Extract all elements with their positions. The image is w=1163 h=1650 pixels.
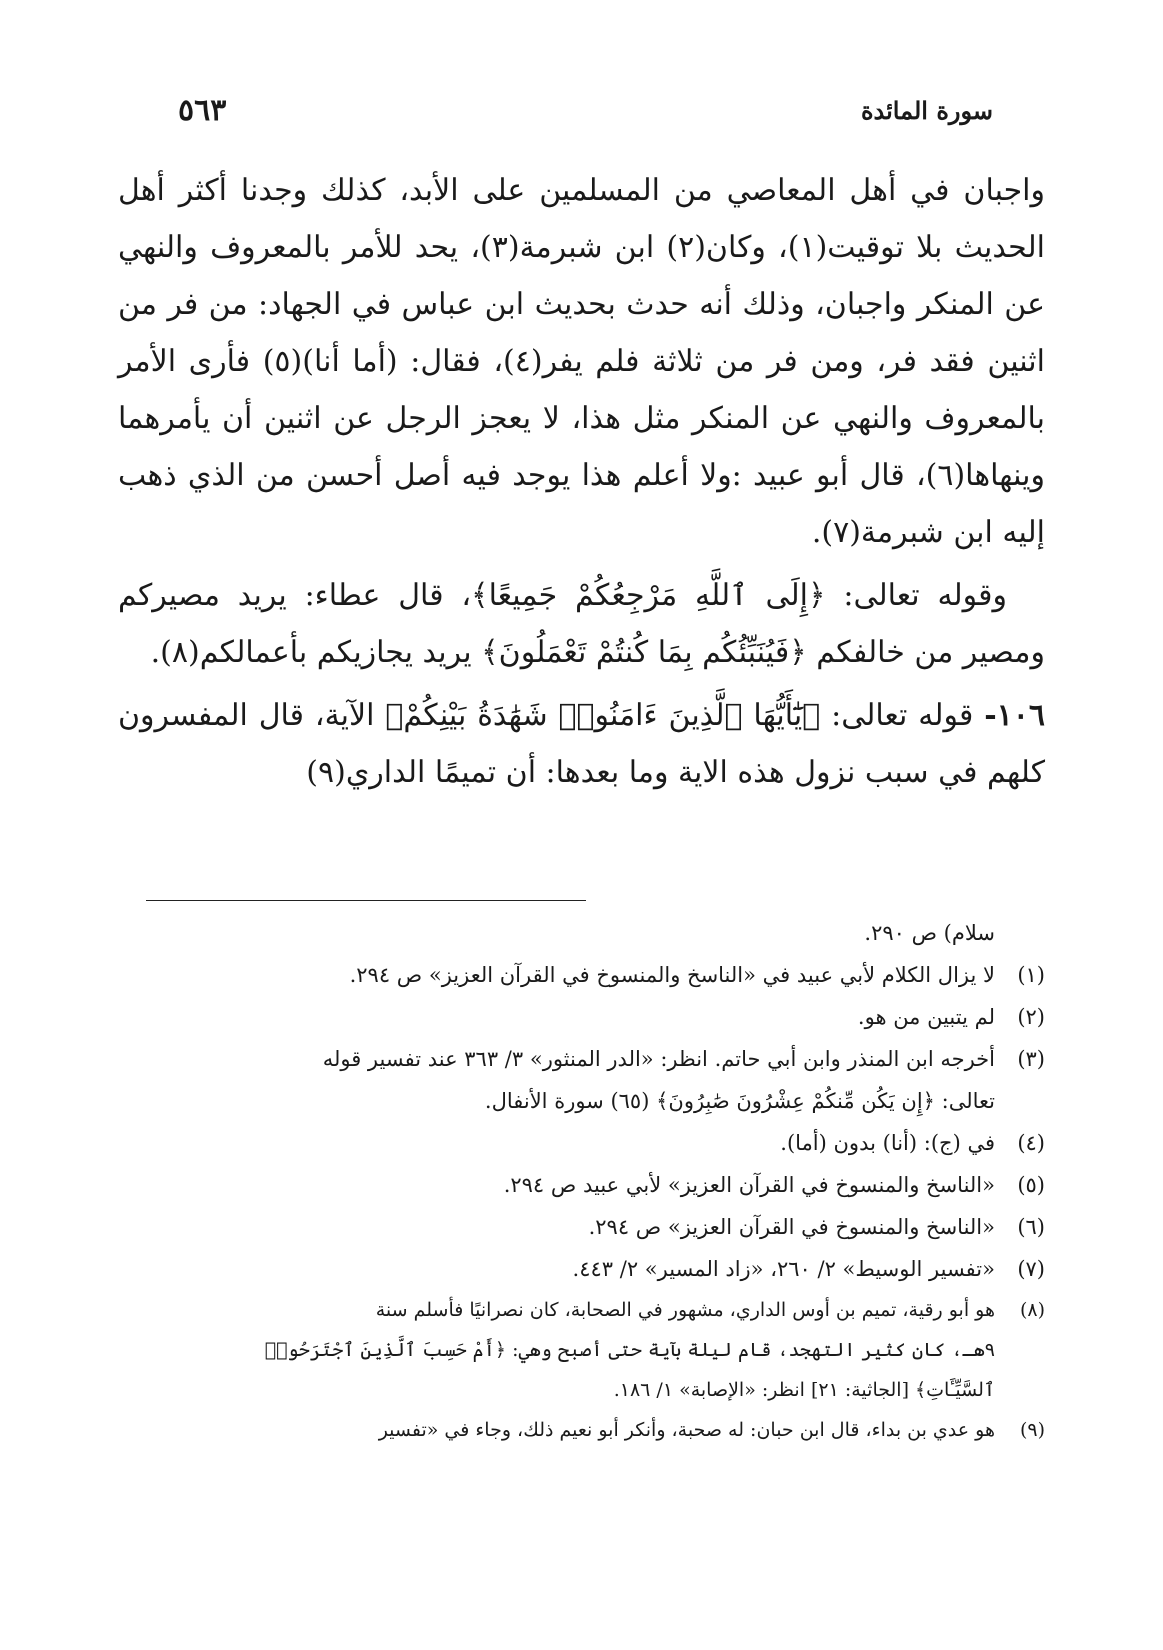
footnote-text: هو عدي بن بداء، قال ابن حبان: له صحبة، وأنكر أبو نعيم ذلك، وجاء في «تفسير — [378, 1419, 995, 1441]
footnote-mark: (١) — [1017, 963, 1045, 987]
text-line: أحسن من الذي ذهب إليه ابن شبرمة(٧). — [118, 458, 1045, 550]
footnote-text: «الناسخ والمنسوخ في القرآن العزيز» لأبي عبيد ص ٢٩٤. — [503, 1173, 995, 1197]
footnote-5 — [118, 1164, 1045, 1206]
footnote-1 — [118, 954, 1045, 996]
footnote-carryover: سلام) ص ٢٩٠. — [864, 921, 995, 945]
running-title: سورة المائدة — [860, 95, 993, 125]
footnote-3 — [118, 1038, 1045, 1080]
page-header — [178, 90, 993, 130]
footnote-continuation: تعالى: ﴿إِن يَكُن مِّنكُمْ عِشْرُونَ صَٰبِرُونَ﴾ (٦٥) سورة الأنفال. — [484, 1089, 995, 1113]
paragraph-1 — [118, 162, 1045, 561]
text-line: والنهي عن المنكر واجبان، وذلك أنه حدث بحديث ابن عباس في الجهاد: — [118, 230, 1045, 322]
footnote-text: «تفسير الوسيط» ٢/ ٢٦٠، «زاد المسير» ٢/ ٤٤٣. — [572, 1257, 995, 1281]
footnote-mark: (٩) — [1019, 1419, 1045, 1441]
footnote-continuation: ٱلسَّيِّـَٔاتِ﴾ [الجاثية: ٢١] انظر: «الإصابة» ١/ ١٨٦. — [613, 1379, 995, 1401]
footnote-text: «الناسخ والمنسوخ في القرآن العزيز» ص ٢٩٤. — [588, 1215, 995, 1239]
footnote-text: هو أبو رقية، تميم بن أوس الداري، مشهور في الصحابة، كان نصرانيًا فأسلم سنة — [375, 1299, 995, 1321]
footnote-text: أخرجه ابن المنذر وابن أبي حاتم. انظر: «الدر المنثور» ٣/ ٣٦٣ عند تفسير قوله — [322, 1047, 995, 1071]
text-line: فأرى الأمر بالمعروف والنهي عن المنكر مثل هذا، لا يعجز الرجل عن — [118, 344, 1046, 436]
footnotes — [118, 912, 1045, 1450]
footnote-text: لم يتبين من هو. — [857, 1005, 995, 1029]
footnote-4 — [118, 1122, 1045, 1164]
footnote-8 — [118, 1290, 1045, 1330]
text-line: الحديث بلا توقيت(١)، وكان(٢) ابن شبرمة(٣)، يحد للأمر بالمعروف — [210, 230, 1045, 265]
footnote-mark: (٦) — [1017, 1215, 1045, 1239]
footnote-mark: (٨) — [1019, 1299, 1045, 1321]
footnote-continuation: ٩هـ، كان كثير التهجد، قام ليلة بآية حتى أصبح وهي: ﴿أَمْ حَسِبَ ٱلَّذِينَ ٱجْتَرَحُوا۟ — [264, 1339, 995, 1361]
footnote-mark: (٣) — [1017, 1047, 1045, 1071]
footnote-mark: (٥) — [1017, 1173, 1045, 1197]
main-text — [118, 162, 1045, 801]
text-line: من فر من اثنين فقد فر، ومن فر من ثلاثة فلم يفر(٤)، فقال: (أما أنا)(٥) — [118, 287, 1045, 379]
text-line: قوله تعالى: ﴿يَٰٓأَيُّهَا ٱلَّذِينَ ءَامَنُوا۟ شَهَٰدَةُ بَيْنِكُمْ﴾ الآية، قال — [258, 698, 974, 733]
text-line: ومصير من خالفكم ﴿فَيُنَبِّئُكُم بِمَا كُنتُمْ تَعْمَلُونَ﴾ يريد يجازيكم — [316, 635, 1045, 670]
footnote-7 — [118, 1248, 1045, 1290]
paragraph-3 — [118, 687, 1045, 801]
footnote-mark: (٤) — [1017, 1131, 1045, 1155]
footnote-2 — [118, 996, 1045, 1038]
footnote-mark: (٢) — [1017, 1005, 1045, 1029]
text-line: اثنين أن يأمرهما وينهاها(٦)، قال أبو عبيد :ولا أعلم هذا يوجد فيه أصل — [118, 401, 1045, 493]
footnote-text: لا يزال الكلام لأبي عبيد في «الناسخ والمنسوخ في القرآن العزيز» ص ٢٩٤. — [349, 963, 995, 987]
text-line: واجبان في أهل المعاصي من المسلمين على الأبد، كذلك وجدنا أكثر أهل — [118, 173, 1045, 208]
text-line: المفسرون كلهم في سبب نزول هذه الاية وما بعدها: أن تميمًا الداري(٩) — [118, 698, 1045, 790]
footnote-9 — [118, 1410, 1045, 1450]
footnote-separator — [146, 900, 586, 901]
page-number: ٥٦٣ — [178, 92, 227, 128]
text-line: وقوله تعالى: ﴿إِلَى ٱللَّهِ مَرْجِعُكُمْ جَمِيعًا﴾، قال عطاء: يريد مصيركم — [118, 578, 1007, 613]
footnote-text: في (ج): (أنا) بدون (أما). — [780, 1131, 995, 1155]
text-line: بأعمالكم(٨). — [150, 635, 308, 670]
paragraph-2 — [118, 567, 1045, 681]
verse-number: ١٠٦- — [984, 698, 1045, 733]
footnote-mark: (٧) — [1017, 1257, 1045, 1281]
footnote-6 — [118, 1206, 1045, 1248]
